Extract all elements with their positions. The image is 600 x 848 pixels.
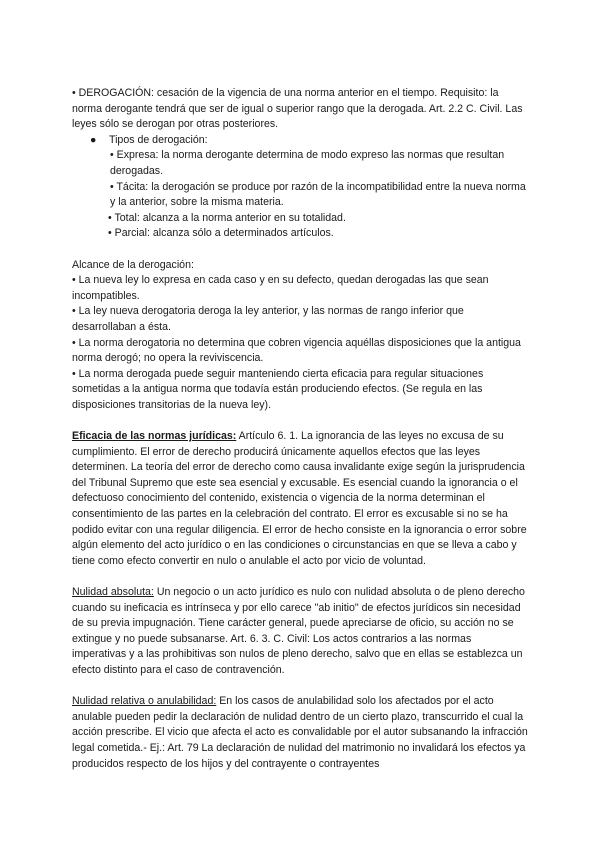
eficacia-body: Artículo 6. 1. La ignorancia de las leyes no excusa de su cumplimiento. El error de derecho producirá únicamente aquellos efectos que las leyes determinen. La teoría del error de derecho como causa invalidante exige según la jurisprudencia del Tribunal Supremo que este sea esencial y excusable. Es esencial cuando la ignorancia o el defectuoso conocimiento del contenido, existencia o vigencia de la norma determinan el consentimiento de las partes en la celebración del contrato. El error es excusable si no se ha podido evitar con una regular diligencia. El error de hecho consiste en la ignorancia o error sobre algún elemento del acto jurídico o en las condiciones o circunstancias en que se lleva a cabo y tiene como efecto convertir en nulo o anulable el acto por vicio de voluntad. — [72, 430, 527, 567]
tipo-expresa: • Expresa: la norma derogante determina de modo expreso las normas que resultan derogadas. — [110, 149, 505, 177]
tipo-tacita: • Tácita: la derogación se produce por razón de la incompatibilidad entre la nueva norma y la anterior, sobre la misma materia. — [110, 180, 526, 209]
alcance-item: • La norma derogada puede seguir manteniendo cierta eficacia para regular situaciones sometidas a la antigua norma que todavía están produciendo efectos. (Se regula en las disposiciones transitorias de la nueva ley). — [72, 367, 484, 411]
nulidad-relativa-title: Nulidad relativa o anulabilidad: — [72, 695, 217, 708]
eficacia-title: Eficacia de las normas jurídicas: — [72, 430, 237, 443]
nulidad-absoluta-title: Nulidad absoluta: — [72, 586, 154, 598]
tipo-total: • Total: alcanza a la norma anterior en su totalidad. — [108, 211, 346, 224]
spacer — [72, 242, 528, 258]
spacer — [72, 413, 528, 429]
nulidad-relativa-body: En los casos de anulabilidad solo los afectados por el acto anulable pueden pedir la declaración de nulidad dentro de un cierto plazo, transcurrido el cual la acción prescribe. El vicio que afecta el acto es convalidable por el autor subsanando la infracción legal cometida.- Ej.: Art. 79 La declaración de nulidad del matrimonio no invalidará los efectos ya producidos respecto de los hijos y del contrayente o contrayentes — [72, 695, 528, 770]
spacer — [72, 569, 528, 585]
alcance-heading: Alcance de la derogación: — [72, 258, 194, 271]
nulidad-absoluta-body: Un negocio o un acto jurídico es nulo con nulidad absoluta o de pleno derecho cuando su ineficacia es intrínseca y por ello carece "ab initio" de efectos jurídicos sin necesidad de su previa impugnación. Tiene carácter general, puede apreciarse de oficio, su acción no se extingue y no puede subsanarse. Art. 6. 3. C. Civil: Los actos contrarios a las normas imperativas y a las prohibitivas son nulos de pleno derecho, salvo que en ellas se establezca un efecto distinto para el caso de contravención. — [72, 586, 525, 676]
alcance-item: • La norma derogatoria no determina que cobren vigencia aquéllas disposiciones que la antigua norma derogó; no opera la reviviscencia. — [72, 336, 521, 365]
eficacia-paragraph — [72, 429, 528, 569]
nulidad-relativa-paragraph — [72, 694, 528, 772]
nulidad-absoluta-paragraph — [72, 585, 528, 679]
alcance-item: • La ley nueva derogatoria deroga la ley anterior, y las normas de rango inferior que desarrollaban a ésta. — [72, 305, 464, 333]
spacer — [72, 679, 528, 695]
tipo-parcial: • Parcial: alcanza sólo a determinados artículos. — [108, 227, 334, 240]
derogacion-intro: • DEROGACIÓN: cesación de la vigencia de una norma anterior en el tiempo. Requisito: la norma derogante tendrá que ser de igual o superior rango que la derogada. Art. 2.2 C. Civil. Las leyes sólo se derogan por otras posteriores. — [72, 87, 523, 131]
document-body — [72, 86, 528, 772]
bullet-icon: ● — [90, 133, 97, 146]
tipos-heading — [72, 133, 528, 149]
alcance-item: • La nueva ley lo expresa en cada caso y en su defecto, quedan derogadas las que sean incompatibles. — [72, 274, 489, 302]
tipos-label: Tipos de derogación: — [109, 133, 208, 146]
